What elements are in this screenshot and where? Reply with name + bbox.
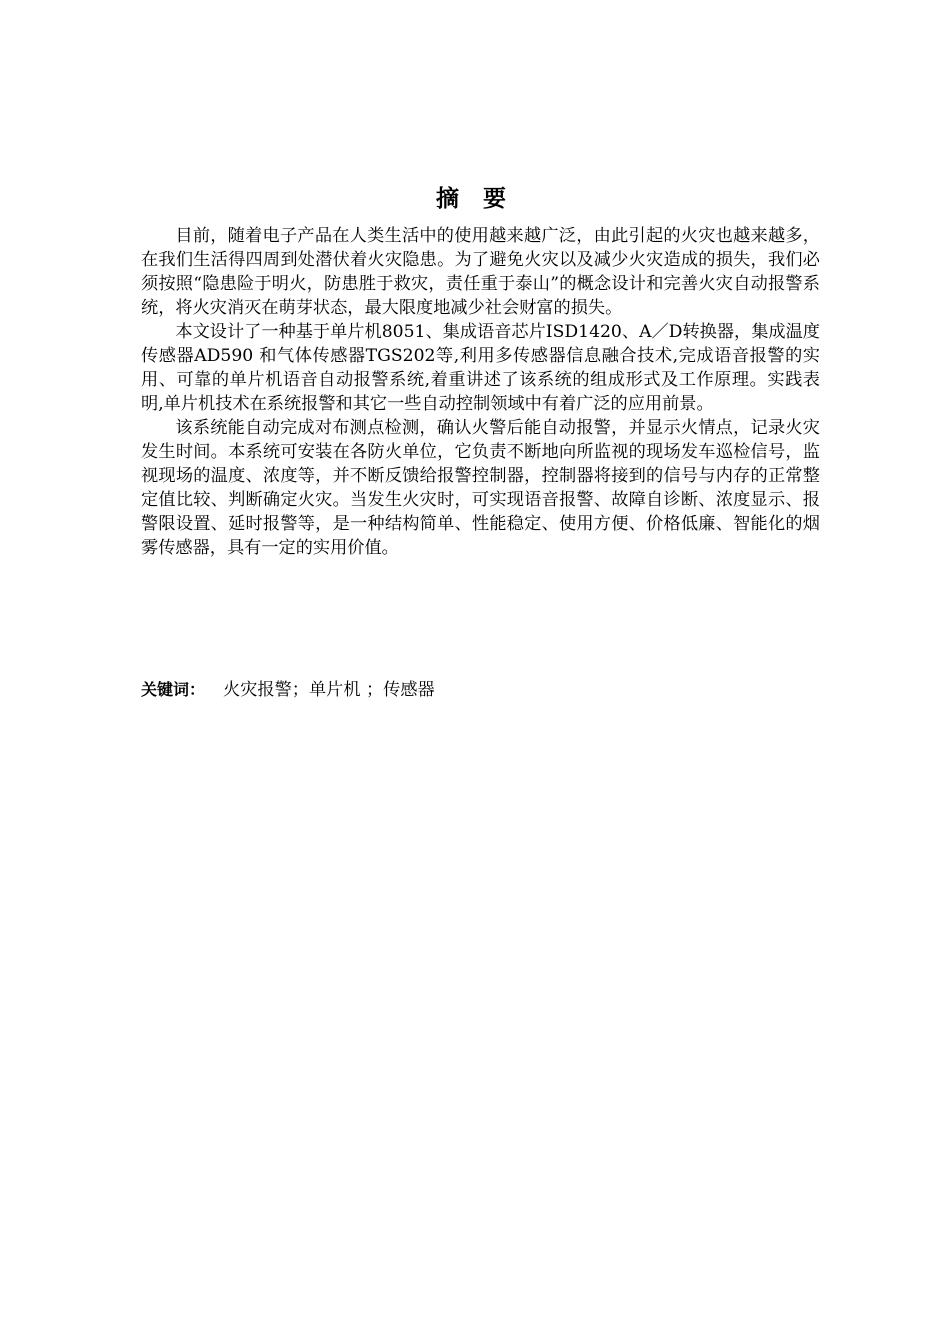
- abstract-body: [141, 224, 820, 560]
- keywords-value: 火灾报警；单片机 ；传感器: [223, 680, 435, 700]
- abstract-paragraph-2: 本文设计了一种基于单片机8051、集成语音芯片ISD1420、A／D转换器，集成温度传感器AD590 和气体传感器TGS202等,利用多传感器信息融合技术,完成语音报警的实用、可靠的单片机语音自动报警系统,着重讲述了该系统的组成形式及工作原理。实践表明,单片机技术在系统报警和其它一些自动控制领域中有着广泛的应用前景。: [141, 322, 820, 414]
- keywords-label: 关键词：: [141, 680, 206, 699]
- keywords-line: [141, 676, 820, 704]
- abstract-title: 摘 要: [435, 186, 514, 212]
- abstract-paragraph-1: 目前，随着电子产品在人类生活中的使用越来越广泛，由此引起的火灾也越来越多，在我们生活得四周到处潜伏着火灾隐患。为了避免火灾以及减少火灾造成的损失，我们必须按照“隐患险于明火，防患胜于救灾，责任重于泰山”的概念设计和完善火灾自动报警系统，将火灾消灭在萌芽状态，最大限度地减少社会财富的损失。: [141, 226, 820, 318]
- abstract-paragraph-3: 该系统能自动完成对布测点检测，确认火警后能自动报警，并显示火情点，记录火灾发生时间。本系统可安装在各防火单位，它负责不断地向所监视的现场发车巡检信号，监视现场的温度、浓度等，并不断反馈给报警控制器，控制器将接到的信号与内存的正常整定值比较、判断确定火灾。当发生火灾时，可实现语音报警、故障自诊断、浓度显示、报警限设置、延时报警等，是一种结构简单、性能稳定、使用方便、价格低廉、智能化的烟雾传感器，具有一定的实用价值。: [141, 418, 820, 558]
